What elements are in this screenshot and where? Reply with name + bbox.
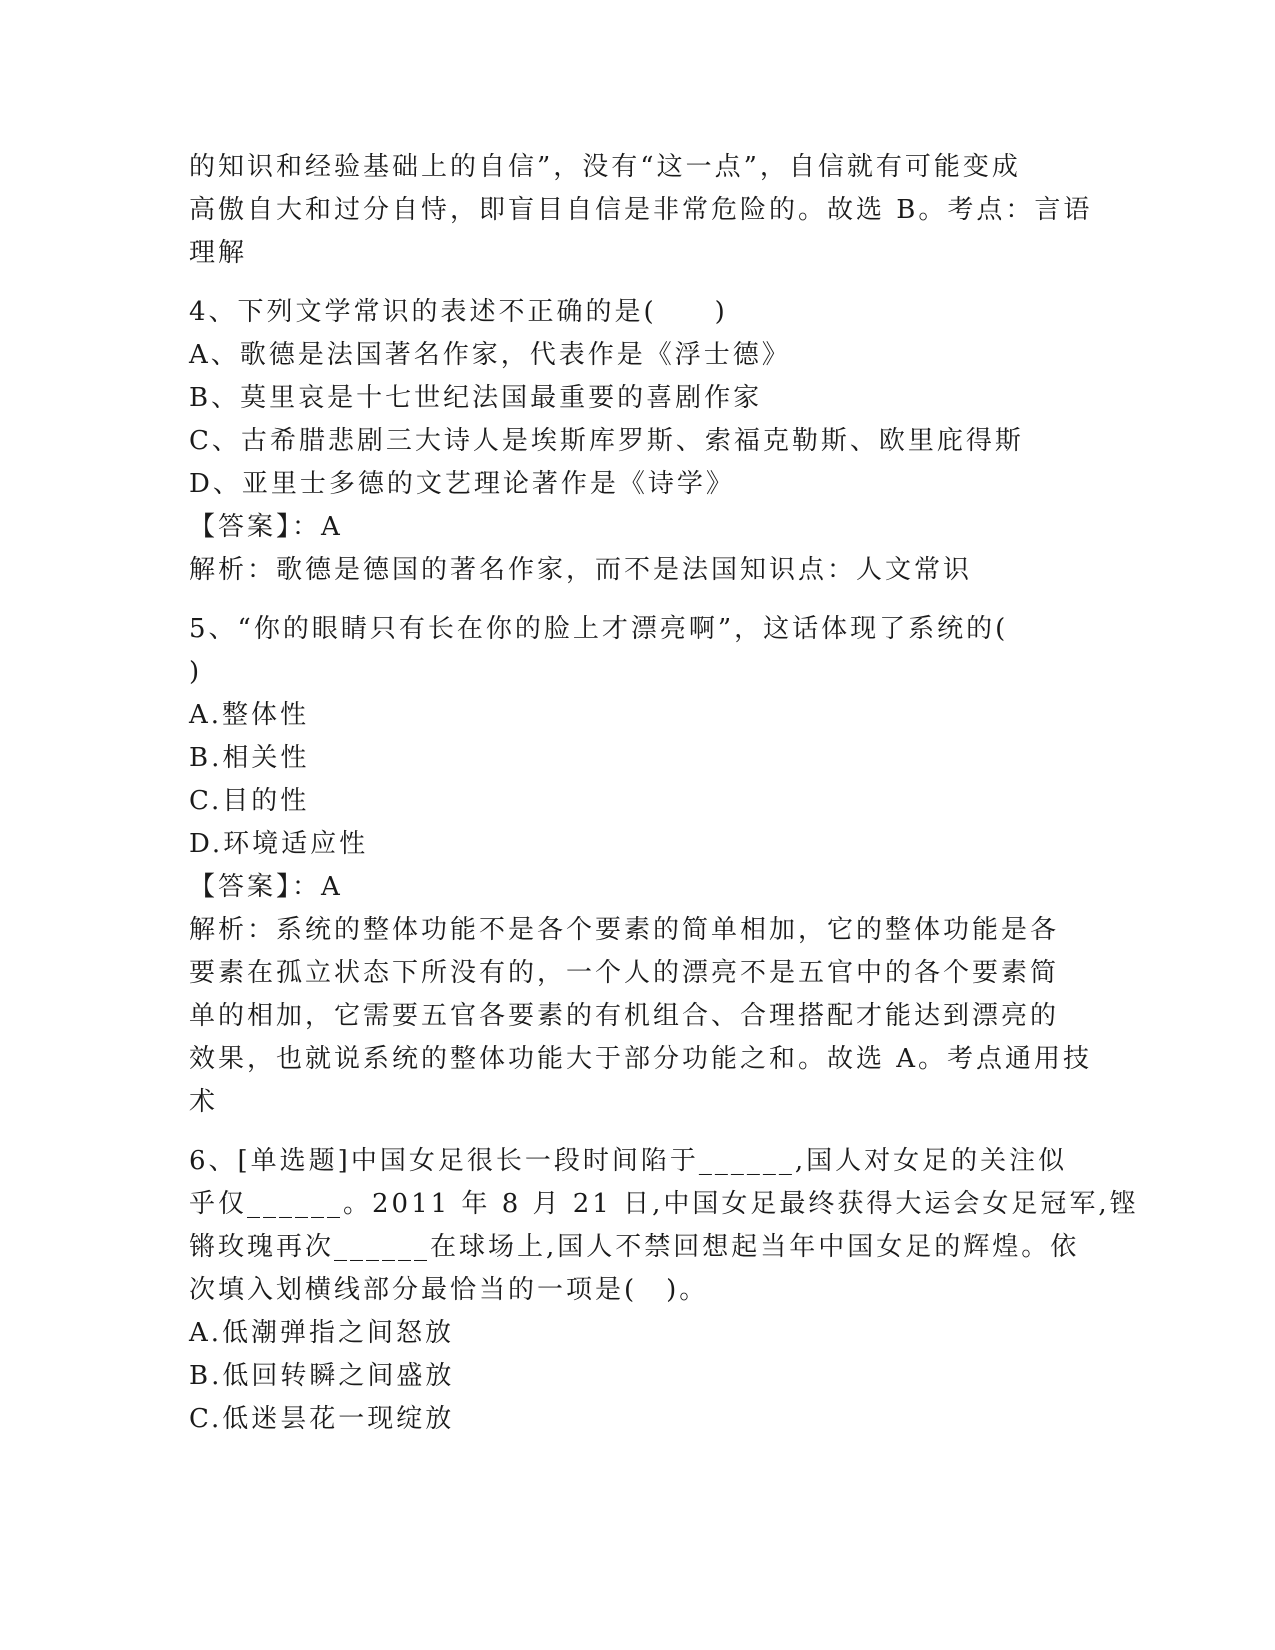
intro-paragraph xyxy=(189,146,1093,275)
question-stem: 5、“你的眼睛只有长在你的脸上才漂亮啊”，这话体现了系统的( xyxy=(189,614,1009,644)
question-6 xyxy=(189,1140,1139,1441)
question-stem: 锵玫瑰再次______在球场上,国人不禁回想起当年中国女足的辉煌。依 xyxy=(189,1232,1080,1262)
intro-line: 理解 xyxy=(189,238,248,268)
analysis-line: 要素在孤立状态下所没有的，一个人的漂亮不是五官中的各个要素简 xyxy=(189,958,1060,988)
option-b: B.低回转瞬之间盛放 xyxy=(189,1361,455,1391)
intro-line: 的知识和经验基础上的自信”，没有“这一点”，自信就有可能变成 xyxy=(189,152,1021,182)
option-d: D、亚里士多德的文艺理论著作是《诗学》 xyxy=(189,469,735,499)
question-stem: 6、[单选题]中国女足很长一段时间陷于______,国人对女足的关注似 xyxy=(189,1146,1068,1176)
option-c: C.目的性 xyxy=(189,786,310,816)
option-b: B、莫里哀是十七世纪法国最重要的喜剧作家 xyxy=(189,383,763,413)
option-a: A.整体性 xyxy=(189,700,310,730)
option-b: B.相关性 xyxy=(189,743,310,773)
answer-label: 【答案】：A xyxy=(189,512,343,542)
question-stem: ) xyxy=(189,657,203,687)
option-d: D.环境适应性 xyxy=(189,829,369,859)
analysis-line: 解析：系统的整体功能不是各个要素的简单相加，它的整体功能是各 xyxy=(189,915,1060,945)
analysis-line: 术 xyxy=(189,1087,219,1117)
option-c: C.低迷昙花一现绽放 xyxy=(189,1404,455,1434)
analysis-line: 单的相加，它需要五官各要素的有机组合、合理搭配才能达到漂亮的 xyxy=(189,1001,1060,1031)
option-a: A、歌德是法国著名作家，代表作是《浮士德》 xyxy=(189,340,791,370)
question-5 xyxy=(189,608,1093,1124)
question-4 xyxy=(189,291,1089,592)
question-stem: 4、下列文学常识的表述不正确的是( ) xyxy=(189,297,728,327)
option-a: A.低潮弹指之间怒放 xyxy=(189,1318,455,1348)
analysis-line: 效果，也就说系统的整体功能大于部分功能之和。故选 A。考点通用技 xyxy=(189,1044,1093,1074)
analysis-line: 解析：歌德是德国的著名作家，而不是法国知识点：人文常识 xyxy=(189,555,973,585)
answer-label: 【答案】：A xyxy=(189,872,343,902)
intro-line: 高傲自大和过分自恃，即盲目自信是非常危险的。故选 B。考点：言语 xyxy=(189,195,1093,225)
question-stem: 次填入划横线部分最恰当的一项是( )。 xyxy=(189,1275,709,1305)
document-page xyxy=(189,146,1139,1441)
option-c: C、古希腊悲剧三大诗人是埃斯库罗斯、索福克勒斯、欧里庇得斯 xyxy=(189,426,1024,456)
question-stem: 乎仅______。2011 年 8 月 21 日,中国女足最终获得大运会女足冠军,铿 xyxy=(189,1189,1139,1219)
